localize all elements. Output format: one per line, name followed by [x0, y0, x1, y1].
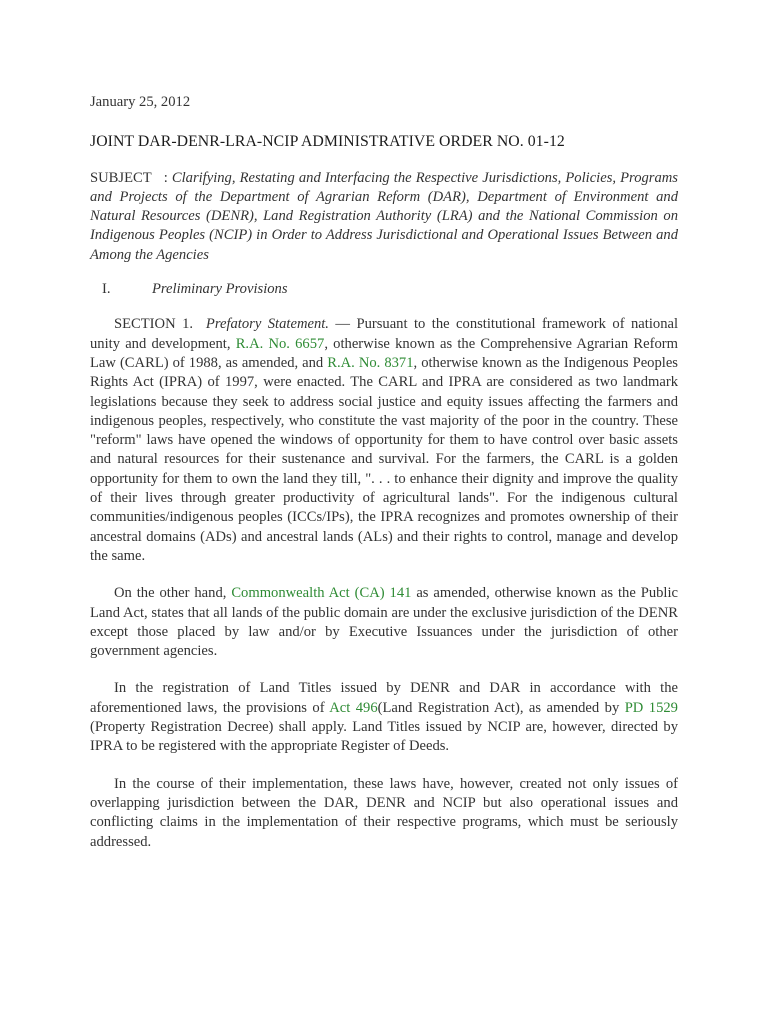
- part-number: I.: [102, 281, 111, 298]
- public-land-act-paragraph: [90, 584, 678, 661]
- act-496-link[interactable]: Act 496: [329, 699, 378, 716]
- subject-block: [90, 169, 678, 265]
- pd-1529-link[interactable]: PD 1529: [624, 699, 678, 716]
- para-3-text-b: (Land Registration Act), as amended by: [377, 699, 625, 716]
- section-1-text-c: , otherwise known as the Indigenous Peoples Rights Act (IPRA) of 1997, were enacted. The CARL and IPRA are considered as two landmark legislations because they seek to address social justice and equity issues affecting the farmers and indigenous peoples, respectively, who constitute the vast majority of the poor in the country. These "reform" laws have opened the windows of opportunity for them to have control over basic assets and natural resources for their sustenance and survival. For the farmers, the CARL is a golden opportunity for them to own the land they till, ". . . to enhance their dignity and improve the quality of their lives through greater productivity of agricultural lands". For the indigenous cultural communities/indigenous peoples (ICCs/IPs), the IPRA recognizes and promotes ownership of their ancestral domains (ADs) and ancestral lands (ALs) and their rights to control, manage and develop the same.: [90, 354, 678, 564]
- section-1-text-a: — Pursuant to the constitutional framework of national unity and development,: [90, 316, 679, 352]
- ra-6657-link[interactable]: R.A. No. 6657: [235, 335, 325, 352]
- section-1-label: SECTION 1.: [114, 316, 194, 333]
- para-4-text: In the course of their implementation, these laws have, however, created not only issues of overlapping jurisdiction between the DAR, DENR and NCIP but also operational issues and conflicting claims in the implementation of their respective programs, which must be seriously addressed.: [90, 775, 678, 850]
- section-1-paragraph: [90, 315, 678, 566]
- para-2-text-a: On the other hand,: [114, 585, 232, 602]
- part-title: Preliminary Provisions: [152, 281, 288, 298]
- document-date: January 25, 2012: [90, 94, 191, 110]
- document-title: JOINT DAR-DENR-LRA-NCIP ADMINISTRATIVE ORDER NO. 01-12: [90, 133, 565, 151]
- section-1-text-b: , otherwise known as the Comprehensive Agrarian Reform Law (CARL) of 1988, as amended, and: [90, 335, 679, 371]
- land-titles-paragraph: [90, 679, 678, 756]
- part-heading: [102, 280, 678, 299]
- ca-141-link[interactable]: Commonwealth Act (CA) 141: [231, 585, 412, 602]
- implementation-paragraph: [90, 775, 678, 852]
- ra-8371-link[interactable]: R.A. No. 8371: [327, 354, 414, 371]
- subject-text: Clarifying, Restating and Interfacing the Respective Jurisdictions, Policies, Programs and Projects of the Department of Agrarian Reform (DAR), Department of Environment and Natural Resources (DENR), Land Registration Authority (LRA) and the National Commission on Indigenous Peoples (NCIP) in Order to Address Jurisdictional and Operational Issues Between and Among the Agencies: [90, 169, 678, 263]
- para-3-text-c: (Property Registration Decree) shall apply. Land Titles issued by NCIP are, however, directed by IPRA to be registered with the appropriate Register of Deeds.: [90, 719, 678, 755]
- section-1-heading: Prefatory Statement.: [205, 316, 329, 333]
- para-2-text-b: as amended, otherwise known as the Public Land Act, states that all lands of the public domain are under the exclusive jurisdiction of the DENR except those placed by law and/or by Executive Issuances under the jurisdiction of other government agencies.: [90, 585, 679, 660]
- subject-label: SUBJECT :: [90, 169, 168, 186]
- para-3-text-a: In the registration of Land Titles issued by DENR and DAR in accordance with the aforementioned laws, the provisions of: [90, 680, 678, 716]
